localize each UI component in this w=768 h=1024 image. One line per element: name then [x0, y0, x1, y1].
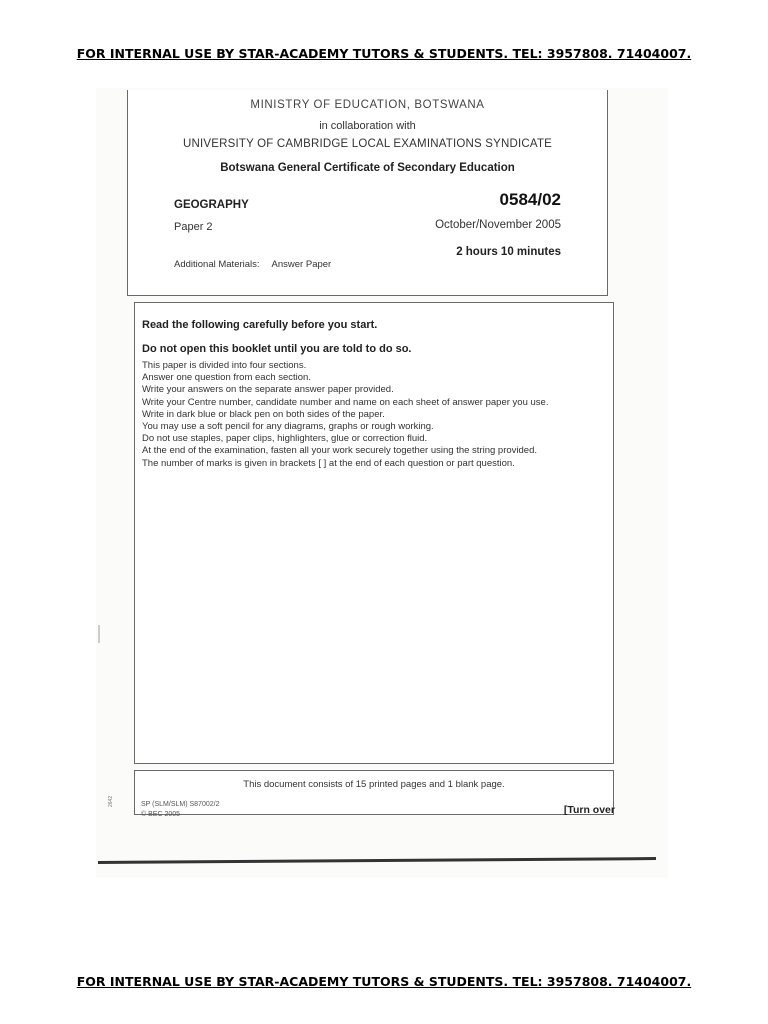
certificate-title: Botswana General Certificate of Secondary Education: [220, 162, 515, 174]
paper-number: Paper 2: [174, 221, 213, 233]
scan-mark: [98, 625, 100, 643]
instructions-heading: Read the following carefully before you start.: [142, 319, 378, 331]
instruction-item: You may use a soft pencil for any diagrams, graphs or rough working.: [142, 421, 434, 433]
page-count-note: This document consists of 15 printed pages and 1 blank page.: [243, 779, 505, 790]
sp-code: SP (SLM/SLM) S87002/2: [141, 801, 220, 808]
document-info-box: [134, 770, 614, 815]
turn-over-note: [Turn over: [563, 804, 615, 816]
exam-code: 0584/02: [499, 190, 561, 209]
syndicate-name: UNIVERSITY OF CAMBRIDGE LOCAL EXAMINATIONS SYNDICATE: [182, 138, 553, 150]
top-banner: FOR INTERNAL USE BY STAR-ACADEMY TUTORS & STUDENTS. TEL: 3957808. 71404007.: [76, 46, 692, 61]
materials-value: Answer Paper: [271, 259, 332, 270]
instruction-item: Write in dark blue or black pen on both sides of the paper.: [142, 408, 385, 420]
collaboration-text: in collaboration with: [319, 120, 416, 132]
ministry-name: MINISTRY OF EDUCATION, BOTSWANA: [250, 99, 485, 111]
instructions-list: [142, 360, 548, 470]
exam-session: October/November 2005: [435, 219, 561, 231]
instruction-item: The number of marks is given in brackets [ ] at the end of each question or part question.: [142, 457, 515, 469]
instructions-box: [134, 302, 614, 764]
exam-duration: 2 hours 10 minutes: [456, 246, 561, 258]
instruction-item: Write your answers on the separate answer paper provided.: [142, 384, 394, 396]
materials-label: Additional Materials:: [174, 259, 260, 270]
instructions-warning: Do not open this booklet until you are told to do so.: [142, 343, 412, 355]
bottom-banner: FOR INTERNAL USE BY STAR-ACADEMY TUTORS & STUDENTS. TEL: 3957808. 71404007.: [76, 974, 692, 989]
instruction-item: Answer one question from each section.: [142, 372, 311, 384]
subject-name: GEOGRAPHY: [174, 199, 249, 211]
instruction-item: At the end of the examination, fasten all your work securely together using the string provided.: [142, 445, 538, 457]
instruction-item: Do not use staples, paper clips, highlighters, glue or correction fluid.: [142, 433, 428, 445]
exam-header-box: [127, 90, 608, 296]
additional-materials: [174, 259, 331, 270]
copyright-note: © BEC 2005: [141, 811, 181, 818]
instruction-item: This paper is divided into four sections.: [142, 360, 307, 371]
side-code: 2642: [108, 795, 114, 807]
instruction-item: Write your Centre number, candidate number and name on each sheet of answer paper you use.: [142, 396, 549, 408]
